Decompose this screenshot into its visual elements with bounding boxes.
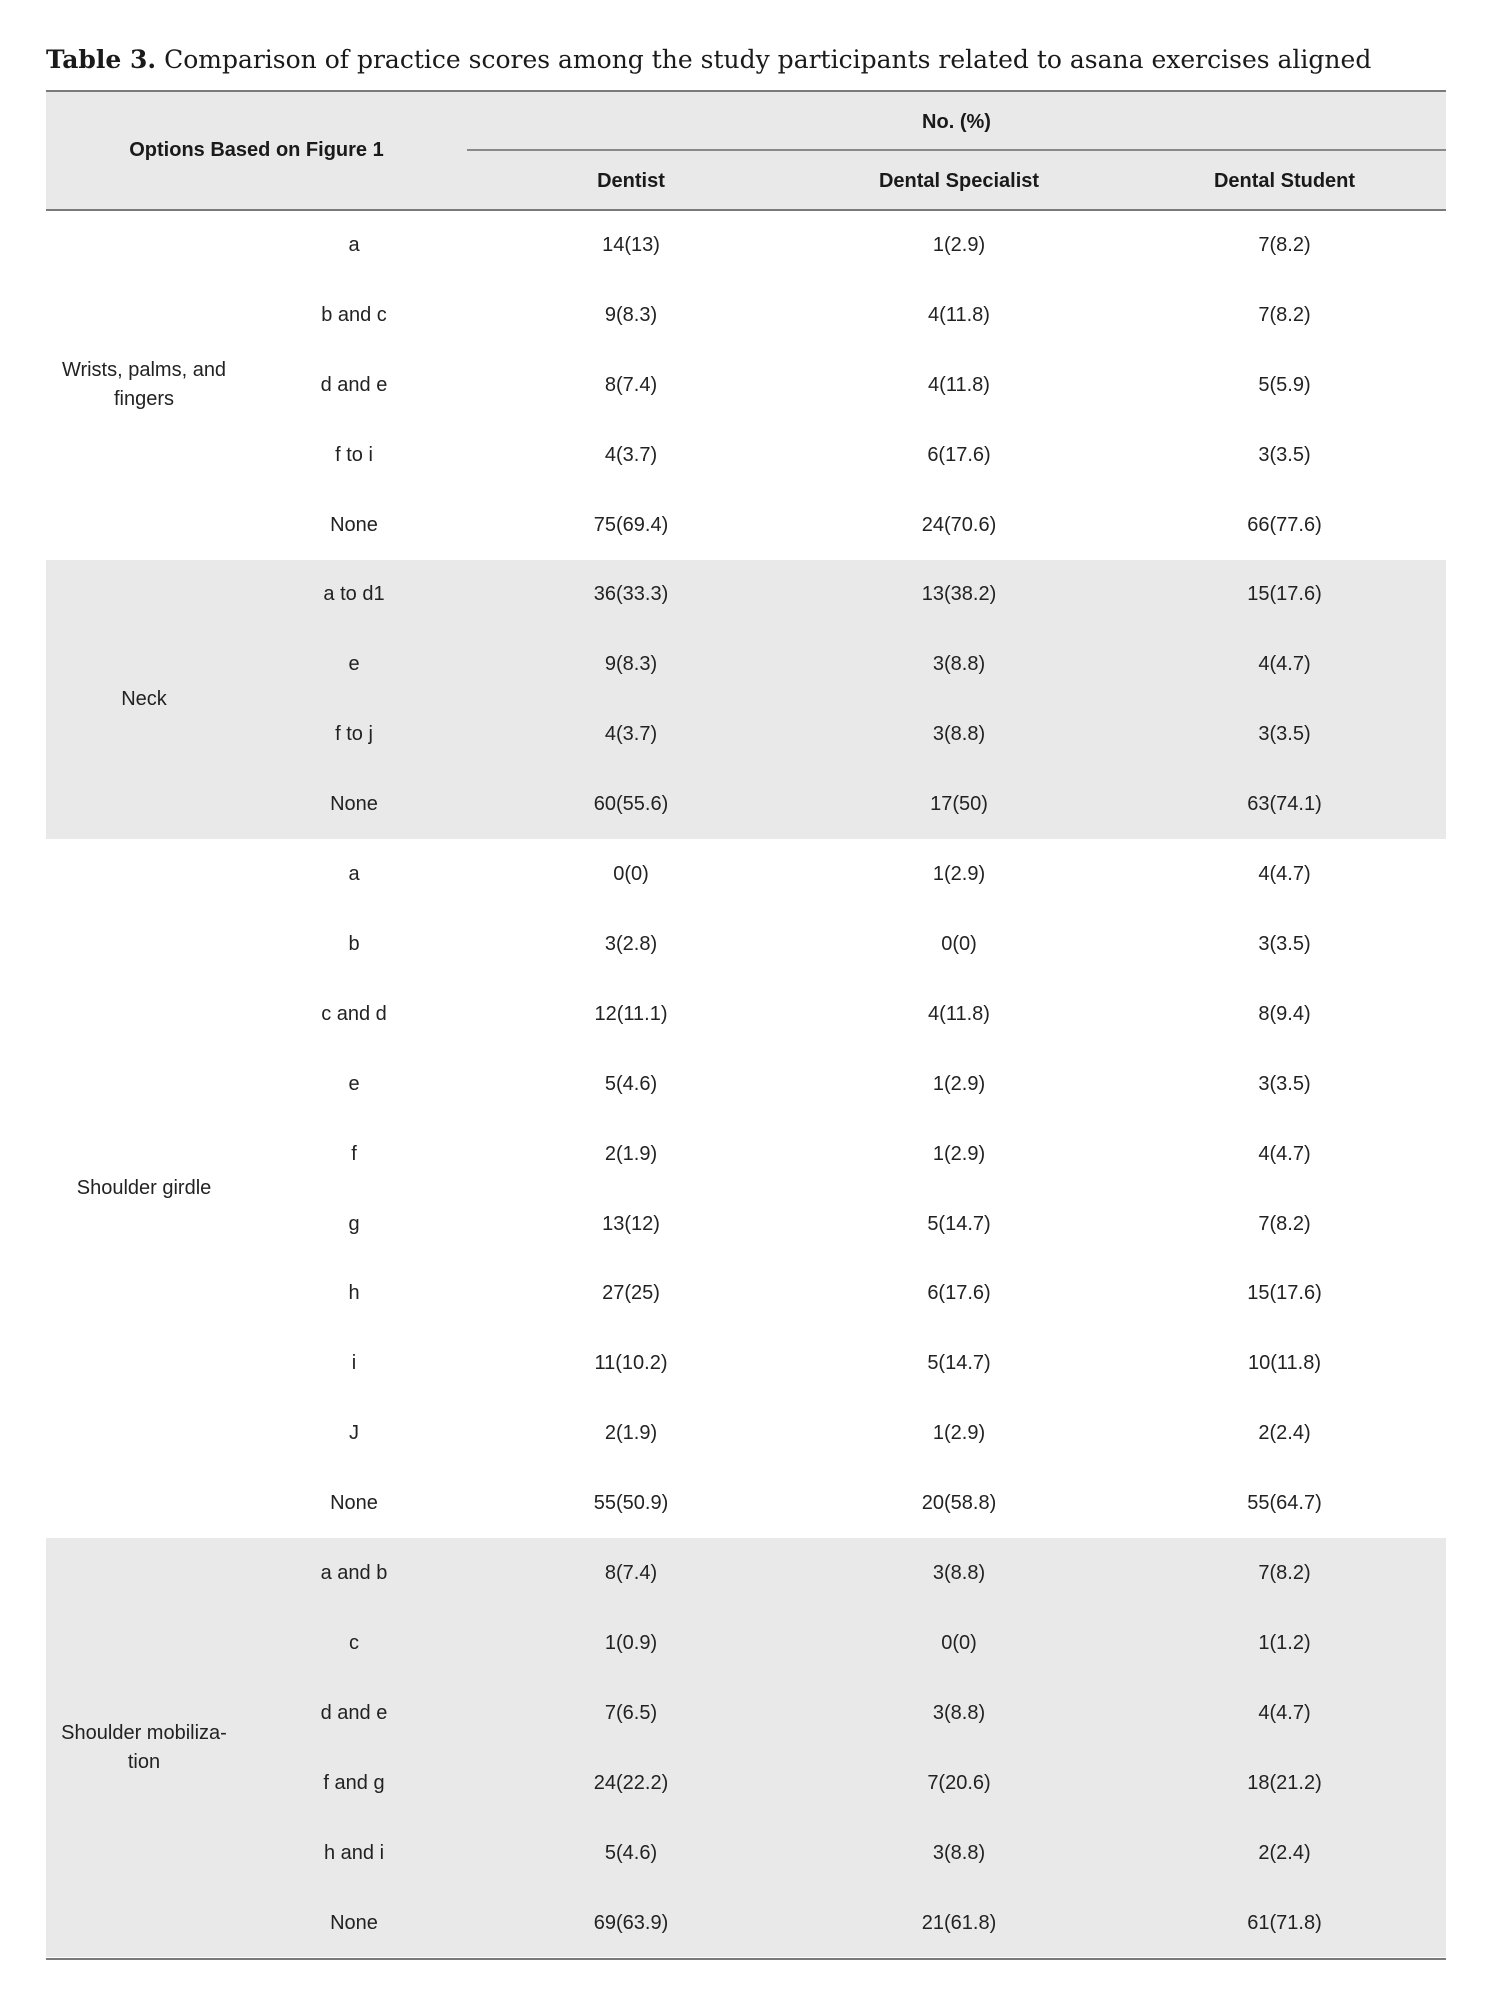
value-dental-specialist: 17(50) — [930, 793, 988, 816]
option-cell: e — [348, 1072, 360, 1095]
value-dentist: 5(4.6) — [604, 1841, 658, 1864]
option-cell: None — [330, 1911, 378, 1934]
group-label — [46, 1719, 242, 1777]
table-caption — [46, 42, 1446, 78]
value-dental-specialist: 13(38.2) — [921, 583, 997, 606]
group-label — [46, 1174, 242, 1203]
value-dentist: 69(63.9) — [593, 1911, 669, 1934]
option-cell: h and i — [323, 1841, 385, 1864]
group-band — [46, 1538, 1446, 1957]
header-col-dental-student: Dental Student — [1213, 170, 1356, 192]
option-cell: d and e — [320, 1701, 388, 1724]
header-col-dentist: Dentist — [597, 170, 665, 192]
option-cell: None — [330, 793, 378, 816]
value-dentist: 9(8.3) — [604, 303, 658, 326]
value-dental-student: 7(8.2) — [1258, 303, 1311, 326]
option-cell: c and d — [321, 1002, 387, 1025]
header-bottom-rule — [46, 209, 1446, 211]
value-dental-student: 15(17.6) — [1247, 1282, 1322, 1305]
value-dentist: 55(50.9) — [593, 1492, 669, 1515]
value-dental-student: 18(21.2) — [1247, 1771, 1322, 1794]
value-dental-specialist: 1(2.9) — [932, 233, 986, 256]
value-dental-student: 4(4.7) — [1258, 1142, 1311, 1165]
value-dental-specialist: 3(8.8) — [932, 1841, 986, 1864]
value-dental-student: 10(11.8) — [1247, 1352, 1321, 1375]
group-label — [46, 356, 242, 414]
value-dentist: 2(1.9) — [604, 1142, 658, 1165]
value-dental-student: 2(2.4) — [1258, 1422, 1311, 1445]
header-col-dental-specialist: Dental Specialist — [878, 170, 1040, 192]
value-dental-specialist: 3(8.8) — [932, 1701, 986, 1724]
option-cell: g — [348, 1212, 360, 1235]
value-dental-specialist: 5(14.7) — [927, 1352, 991, 1375]
value-dentist: 75(69.4) — [593, 513, 669, 536]
value-dental-student: 66(77.6) — [1247, 513, 1322, 536]
group-label-line: tion — [127, 1750, 161, 1773]
value-dentist: 2(1.9) — [604, 1422, 658, 1445]
value-dental-student: 4(4.7) — [1258, 863, 1311, 886]
value-dentist: 27(25) — [602, 1282, 660, 1305]
group-label-line: Neck — [121, 687, 167, 710]
value-dental-specialist: 24(70.6) — [921, 513, 997, 536]
value-dental-student: 3(3.5) — [1258, 723, 1311, 746]
value-dentist: 1(0.9) — [604, 1631, 658, 1654]
value-dental-specialist: 3(8.8) — [932, 1562, 986, 1585]
value-dental-specialist: 7(20.6) — [927, 1771, 991, 1794]
value-dentist: 60(55.6) — [593, 793, 669, 816]
value-dental-student: 7(8.2) — [1258, 1212, 1311, 1235]
value-dentist: 36(33.3) — [593, 583, 669, 606]
option-cell: c — [349, 1631, 359, 1654]
option-cell: a to d1 — [323, 583, 385, 606]
group-label-line: Shoulder girdle — [76, 1177, 212, 1200]
value-dentist: 12(11.1) — [594, 1002, 668, 1025]
value-dentist: 4(3.7) — [604, 723, 658, 746]
value-dental-student: 7(8.2) — [1258, 233, 1311, 256]
table-caption-text: Comparison of practice scores among the study participants related to asana exercises aligned — [164, 45, 1372, 74]
value-dental-specialist: 21(61.8) — [921, 1911, 997, 1934]
value-dentist: 13(12) — [602, 1212, 660, 1235]
top-rule — [46, 90, 1446, 92]
value-dentist: 7(6.5) — [604, 1701, 658, 1724]
value-dental-specialist: 6(17.6) — [927, 1282, 991, 1305]
value-dental-student: 2(2.4) — [1258, 1841, 1311, 1864]
value-dental-student: 15(17.6) — [1247, 583, 1322, 606]
value-dental-student: 3(3.5) — [1258, 1072, 1311, 1095]
value-dental-student: 55(64.7) — [1247, 1492, 1322, 1515]
group-label-line: fingers — [113, 387, 175, 410]
header-sub-rule — [467, 149, 1446, 151]
option-cell: f — [351, 1142, 357, 1165]
group-label-line: Shoulder mobiliza- — [61, 1721, 227, 1744]
value-dental-student: 63(74.1) — [1247, 793, 1322, 816]
option-cell: a — [348, 233, 360, 256]
header-group: No. (%) — [922, 111, 991, 133]
value-dentist: 24(22.2) — [593, 1771, 669, 1794]
value-dental-specialist: 1(2.9) — [932, 1422, 986, 1445]
option-cell: b and c — [321, 303, 387, 326]
value-dental-specialist: 1(2.9) — [932, 1142, 986, 1165]
option-cell: b — [348, 932, 360, 955]
value-dental-student: 5(5.9) — [1258, 373, 1311, 396]
value-dental-specialist: 1(2.9) — [932, 863, 986, 886]
value-dental-specialist: 0(0) — [941, 932, 977, 955]
value-dental-student: 3(3.5) — [1258, 443, 1311, 466]
value-dental-specialist: 5(14.7) — [927, 1212, 991, 1235]
value-dental-student: 4(4.7) — [1258, 653, 1311, 676]
value-dental-student: 3(3.5) — [1258, 932, 1311, 955]
value-dentist: 8(7.4) — [604, 373, 658, 396]
value-dentist: 3(2.8) — [604, 932, 658, 955]
group-label-line: Wrists, palms, and — [61, 358, 227, 381]
value-dentist: 11(10.2) — [594, 1352, 668, 1375]
value-dentist: 5(4.6) — [604, 1072, 658, 1095]
value-dental-specialist: 1(2.9) — [932, 1072, 986, 1095]
value-dental-specialist: 4(11.8) — [928, 1002, 990, 1025]
option-cell: i — [351, 1352, 357, 1375]
value-dental-specialist: 4(11.8) — [928, 373, 990, 396]
option-cell: None — [330, 1492, 378, 1515]
value-dentist: 9(8.3) — [604, 653, 658, 676]
option-cell: e — [348, 653, 360, 676]
value-dentist: 4(3.7) — [604, 443, 658, 466]
bottom-rule — [46, 1958, 1446, 1960]
header-options: Options Based on Figure 1 — [129, 139, 384, 161]
value-dental-specialist: 3(8.8) — [932, 723, 986, 746]
value-dental-student: 7(8.2) — [1258, 1562, 1311, 1585]
option-cell: J — [349, 1422, 359, 1445]
value-dental-specialist: 20(58.8) — [921, 1492, 997, 1515]
option-cell: f and g — [323, 1771, 385, 1794]
option-cell: d and e — [320, 373, 388, 396]
value-dental-student: 4(4.7) — [1258, 1701, 1311, 1724]
table-caption-label: Table 3. — [46, 45, 157, 74]
value-dental-student: 61(71.8) — [1247, 1911, 1322, 1934]
value-dental-student: 1(1.2) — [1258, 1631, 1311, 1654]
value-dentist: 0(0) — [613, 863, 649, 886]
value-dental-specialist: 6(17.6) — [927, 443, 991, 466]
value-dentist: 14(13) — [602, 233, 660, 256]
option-cell: h — [348, 1282, 360, 1305]
group-label — [46, 685, 242, 714]
option-cell: f to j — [335, 723, 373, 746]
option-cell: f to i — [335, 443, 373, 466]
option-cell: a and b — [320, 1562, 388, 1585]
option-cell: None — [330, 513, 378, 536]
value-dental-specialist: 3(8.8) — [932, 653, 986, 676]
value-dental-student: 8(9.4) — [1258, 1002, 1311, 1025]
value-dentist: 8(7.4) — [604, 1562, 658, 1585]
value-dental-specialist: 0(0) — [941, 1631, 977, 1654]
value-dental-specialist: 4(11.8) — [928, 303, 990, 326]
option-cell: a — [348, 863, 360, 886]
